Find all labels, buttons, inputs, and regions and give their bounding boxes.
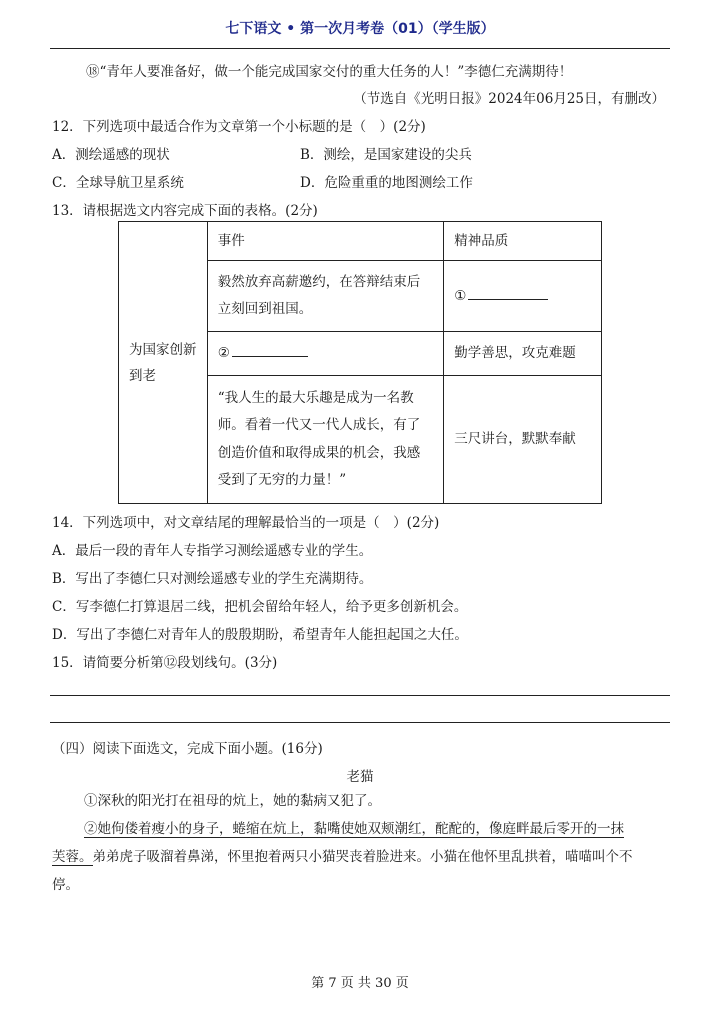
event-3-line-2: 师。看着一代又一代人成长，有了	[217, 417, 421, 433]
q13-table	[118, 221, 602, 504]
row-header-line-2: 到老	[129, 367, 156, 384]
underlined-sentence-part-1: ②她佝偻着瘦小的身子，蜷缩在炕上，黏嘴使她双颊潮红，酡酡的，像庭畔最后零开的一抹	[84, 821, 624, 837]
underlined-sentence-part-2: 芙蓉。	[52, 849, 93, 865]
quality-cell-3: 三尺讲台，默默奉献	[444, 376, 602, 504]
q13-stem: 13．请根据选文内容完成下面的表格。(2分)	[52, 203, 318, 219]
q14-option-d: D．写出了李德仁对青年人的殷殷期盼，希望青年人能担起国之大任。	[52, 627, 468, 643]
q12-option-c: C．全球导航卫星系统	[52, 175, 184, 191]
q12-option-b: B．测绘，是国家建设的尖兵	[300, 147, 472, 163]
passage-paragraph-2	[52, 815, 668, 843]
page-number: 第 7 页 共 30 页	[311, 976, 409, 991]
header-quality: 精神品质	[444, 222, 602, 261]
event-cell-3	[207, 376, 443, 504]
q14-option-a: A．最后一段的青年人专指学习测绘遥感专业的学生。	[52, 543, 373, 559]
header-event: 事件	[207, 222, 443, 261]
q12-option-a: A．测绘遥感的现状	[52, 147, 170, 163]
answer-line-1[interactable]	[50, 695, 670, 696]
q12-option-d: D．危险重重的地图测绘工作	[300, 175, 473, 191]
passage-title: 老猫	[346, 769, 374, 785]
answer-blank-1[interactable]	[468, 286, 548, 300]
section-4-intro: （四）阅读下面选文，完成下面小题。(16分)	[52, 741, 323, 757]
paragraph-2-text: 弟弟虎子吸溜着鼻涕，怀里抱着两只小猫哭丧着脸进来。小猫在他怀里乱拱着，喵喵叫个不	[92, 849, 633, 865]
answer-line-2[interactable]	[50, 722, 670, 723]
paragraph-18: ⑱“青年人要准备好，做一个能完成国家交付的重大任务的人！”李德仁充满期待！	[86, 64, 573, 80]
row-header-line-1: 为国家创新	[129, 341, 197, 358]
article-source: （节选自《光明日报》2024年06月25日，有删改）	[353, 91, 665, 107]
q15-stem: 15．请简要分析第⑫段划线句。(3分)	[52, 655, 278, 671]
page-header-title: 七下语文 • 第一次月考卷（01）（学生版）	[225, 21, 495, 37]
quality-cell-2: 勤学善思，攻克难题	[444, 332, 602, 376]
passage-paragraph-1: ①深秋的阳光打在祖母的炕上，她的黏病又犯了。	[84, 793, 381, 809]
event-3-line-1: “我人生的最大乐趣是成为一名教	[217, 389, 414, 406]
blank-1-label: ①	[454, 287, 467, 304]
q14-stem: 14．下列选项中，对文章结尾的理解最恰当的一项是（ ）(2分)	[52, 515, 440, 531]
row-header-cell	[119, 222, 208, 504]
event-3-line-3: 创造价值和取得成果的机会，我感	[217, 444, 421, 461]
answer-blank-2[interactable]	[232, 343, 308, 357]
blank-2-label: ②	[217, 345, 230, 361]
q12-stem: 12．下列选项中最适合作为文章第一个小标题的是（ ）(2分)	[52, 119, 426, 135]
q14-option-c: C．写李德仁打算退居二线，把机会留给年轻人，给予更多创新机会。	[52, 599, 468, 615]
event-1-line-1: 毅然放弃高薪邀约，在答辩结束后	[217, 274, 421, 290]
passage-paragraph-2-cont	[52, 843, 668, 871]
header-divider	[50, 48, 670, 49]
event-cell-2	[207, 332, 443, 376]
passage-paragraph-2-end: 停。	[52, 877, 79, 893]
event-1-line-2: 立刻回到祖国。	[217, 301, 313, 317]
quality-cell-1	[444, 261, 602, 332]
q14-option-b: B．写出了李德仁只对测绘遥感专业的学生充满期待。	[52, 571, 373, 587]
event-cell-1	[207, 261, 443, 332]
event-3-line-4: 受到了无穷的力量！”	[217, 472, 347, 488]
